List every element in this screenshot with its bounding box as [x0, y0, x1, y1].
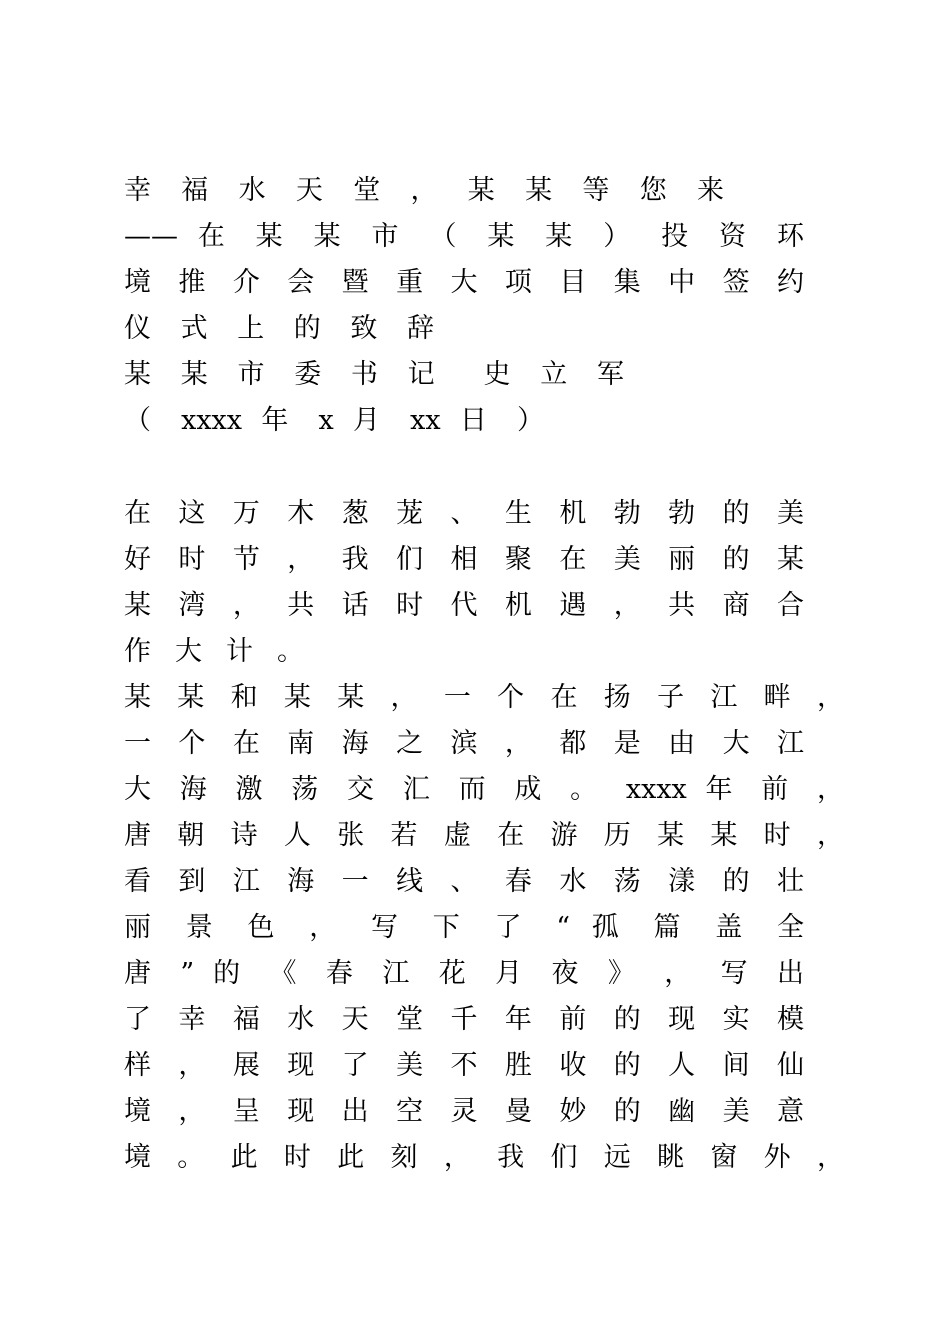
title-line-3: 境 推 介 会 暨 重 大 项 目 集 中 签 约	[124, 267, 804, 298]
author-line: 某 某 市 委 书 记 史 立 军	[124, 359, 624, 390]
body-line: 大 海 激 荡 交 汇 而 成 。 xxxx 年 前 ，	[124, 774, 844, 805]
title-line-4: 仪 式 上 的 致 辞	[124, 313, 434, 344]
body-line: 在 这 万 木 葱 茏 、 生 机 勃 勃 的 美	[124, 498, 804, 529]
date-line: （ xxxx 年 x 月 xx 日 ）	[124, 405, 544, 436]
body-line: 了 幸 福 水 天 堂 千 年 前 的 现 实 模	[124, 1004, 804, 1035]
body-line: 境 ， 呈 现 出 空 灵 曼 妙 的 幽 美 意	[124, 1096, 804, 1127]
body-line: 看 到 江 海 一 线 、 春 水 荡 漾 的 壮	[124, 866, 804, 897]
body-line: 好 时 节 ， 我 们 相 聚 在 美 丽 的 某	[124, 544, 804, 575]
body-line: 一 个 在 南 海 之 滨 ， 都 是 由 大 江	[124, 728, 804, 759]
body-line: 唐 ” 的 《 春 江 花 月 夜 》 ， 写 出	[124, 958, 804, 989]
body-line: 作 大 计 。	[124, 636, 304, 667]
body-line: 样 ， 展 现 了 美 不 胜 收 的 人 间 仙	[124, 1050, 804, 1081]
body-line: 境 。 此 时 此 刻 ， 我 们 远 眺 窗 外 ，	[124, 1142, 844, 1173]
title-line-1: 幸 福 水 天 堂 ， 某 某 等 您 来	[124, 175, 724, 206]
body-line: 某 湾 ， 共 话 时 代 机 遇 ， 共 商 合	[124, 590, 804, 621]
body-line: 唐 朝 诗 人 张 若 虚 在 游 历 某 某 时 ，	[124, 820, 844, 851]
title-line-2: —— 在 某 某 市 （ 某 某 ） 投 资 环	[124, 221, 804, 252]
body-line: 丽 景 色 ， 写 下 了 “ 孤 篇 盖 全	[124, 912, 804, 943]
body-line: 某 某 和 某 某 ， 一 个 在 扬 子 江 畔 ，	[124, 682, 844, 713]
